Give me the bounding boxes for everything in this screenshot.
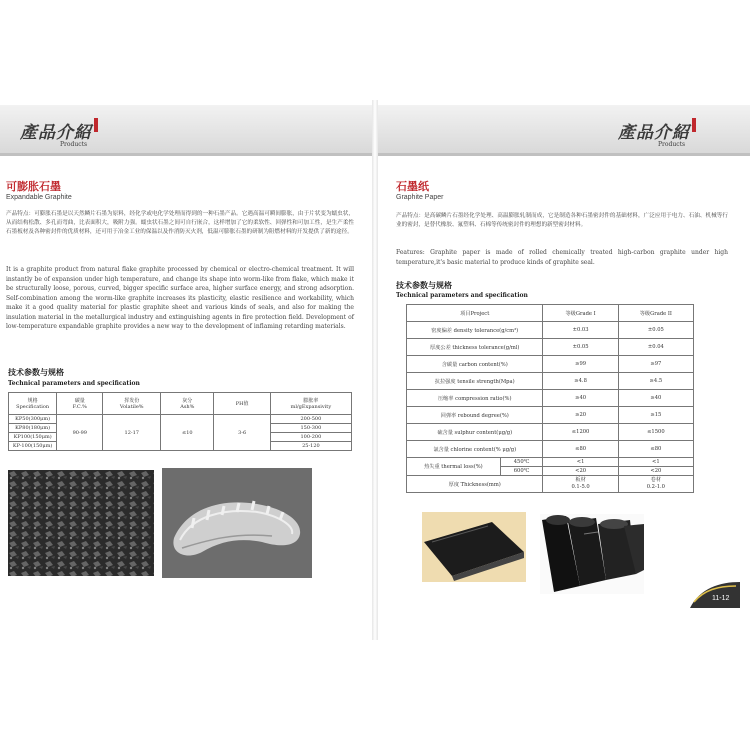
grade1-cell xyxy=(543,476,618,493)
grade2-cell: ±0.05 xyxy=(618,322,693,339)
table-row xyxy=(407,356,694,373)
expansivity-cell: 25-120 xyxy=(270,442,351,451)
right-intro-cn: 产品特点：是高碳鳞片石墨经化学处理、高温膨胀轧制而成，它是制造各种石墨密封件的基础材料，广泛应用于电力、石油、机械等行业的密封，是替代橡胶、氟塑料、石棉等传统密封件的理想的新型密封材料。 xyxy=(396,213,728,228)
row-label: 回弹率 rebound degree(%) xyxy=(407,407,543,424)
expandable-graphite-spec-table xyxy=(8,392,352,451)
header-cn: 规格 xyxy=(27,398,38,404)
header-cn: 膨胀率 xyxy=(303,398,319,404)
logo-subtitle: Products xyxy=(658,141,686,148)
graphite-flakes-texture xyxy=(8,470,154,576)
left-title-en: Expandable Graphite xyxy=(6,194,72,201)
header-en: Specification xyxy=(16,404,50,410)
worm-graphite-micrograph xyxy=(162,468,312,578)
row-label: 氯含量 chlorine content(% μg/g) xyxy=(407,441,543,458)
right-intro-en: Features: Graphite paper is made of rolled chemically treated high-carbon graphite under high temperature,it's basic material to produce kinds of graphite seal. xyxy=(396,249,728,266)
form-label: 板材 xyxy=(575,477,586,483)
grade1-cell: <1 xyxy=(543,458,618,467)
form-label: 卷材 xyxy=(650,477,662,483)
left-title-cn: 可膨胀石墨 xyxy=(6,180,61,193)
left-intro-en: It is a graphite product from natural flake graphite processed by chemical or electro-chemical treatment. It will instantly be of expansion under high temperature, and change its shape into worm-like from flake, which make it be structurally loose, porous, curved, bigger specific surface area, higher surface energy, and strong adsorption. Self-combination among the worm-like graphite increases its plasticity, elastic resilience and workability, which make it a good quality material for plastic graphite sheet and various kinds of seals, and also for making the insulation material in the metallurgical industry and extinguishing agents in fire protection field. Development of low-temperature expandable graphite provides a new way to the development of inflaming retarding materials. xyxy=(6,266,354,330)
right-title-cn: 石墨纸 xyxy=(396,180,429,193)
table-header-row xyxy=(9,393,352,415)
page-corner-decoration xyxy=(690,578,740,608)
thickness-value: 0.2-1.0 xyxy=(646,484,665,490)
header-en: Volatile% xyxy=(119,404,144,410)
grade2-cell: ≥15 xyxy=(618,407,693,424)
table-row xyxy=(407,322,694,339)
row-label: 硫含量 sulphur content(μg/g) xyxy=(407,424,543,441)
table-row xyxy=(407,458,694,467)
grade2-cell: ≥4.5 xyxy=(618,373,693,390)
table-row xyxy=(407,339,694,356)
page-fold xyxy=(372,100,378,640)
header-cn: PH值 xyxy=(235,401,249,407)
grade2-cell: <20 xyxy=(618,467,693,476)
header-cell xyxy=(214,393,270,415)
brush-mark xyxy=(692,118,696,132)
page-number: 11-12 xyxy=(712,595,730,602)
header-cell: 等级Grade I xyxy=(543,305,618,322)
expansivity-cell: 200-500 xyxy=(270,415,351,424)
products-logo-right xyxy=(618,118,696,148)
table-row xyxy=(407,476,694,493)
header-en: ml/gExpansivity xyxy=(290,404,332,410)
header-cell xyxy=(57,393,103,415)
header-en: Ash% xyxy=(180,404,195,410)
grade1-cell: ±0.05 xyxy=(543,339,618,356)
header-cell: 等级Grade II xyxy=(618,305,693,322)
temp-cell: 600℃ xyxy=(500,467,543,476)
table-row xyxy=(9,415,352,424)
grade2-cell: ≤1500 xyxy=(618,424,693,441)
right-section-title-cn: 技术参数与规格 xyxy=(396,281,452,290)
logo-text: 產品介紹 xyxy=(618,123,690,143)
table-row xyxy=(407,390,694,407)
graphite-rolls-photo xyxy=(540,514,644,594)
table-row xyxy=(407,407,694,424)
table-header-row xyxy=(407,305,694,322)
graphite-paper-spec-table xyxy=(406,304,694,493)
table-row xyxy=(407,373,694,390)
table-row xyxy=(407,424,694,441)
spec-cell: KP50(300μm) xyxy=(9,415,57,424)
grade1-cell: ≥4.8 xyxy=(543,373,618,390)
header-cn: 碳量 xyxy=(74,398,85,404)
grade2-cell xyxy=(618,476,693,493)
grade1-cell: ≥40 xyxy=(543,390,618,407)
header-cell xyxy=(9,393,57,415)
grade1-cell: ±0.03 xyxy=(543,322,618,339)
grade2-cell: ±0.04 xyxy=(618,339,693,356)
right-section-title-en: Technical parameters and specification xyxy=(396,292,528,299)
row-label: 热失重 thermal loss(%) xyxy=(407,458,501,476)
graphite-flakes-photo xyxy=(8,470,154,576)
header-cell xyxy=(270,393,351,415)
grade1-cell: <20 xyxy=(543,467,618,476)
header-cell xyxy=(161,393,214,415)
row-label: 含碳量 carbon content(%) xyxy=(407,356,543,373)
grade2-cell: ≥97 xyxy=(618,356,693,373)
brush-mark xyxy=(94,118,98,132)
grade1-cell: ≥99 xyxy=(543,356,618,373)
logo-text: 產品介紹 xyxy=(20,123,92,143)
ash-cell: ≤10 xyxy=(161,415,214,451)
graphite-sheet-photo xyxy=(422,512,526,582)
header-cn: 挥发份 xyxy=(124,398,140,404)
logo-subtitle: Products xyxy=(60,141,88,148)
ph-cell: 3-6 xyxy=(214,415,270,451)
expansivity-cell: 150-300 xyxy=(270,424,351,433)
spec-cell: KP-100(150μm) xyxy=(9,442,57,451)
left-section-title-cn: 技术参数与规格 xyxy=(8,368,64,377)
expansivity-cell: 100-200 xyxy=(270,433,351,442)
fc-cell: 90-99 xyxy=(57,415,103,451)
graphite-sheet-image xyxy=(422,512,526,582)
row-label: 厚度公差 thickness tolerance(g/ml) xyxy=(407,339,543,356)
temp-cell: 450℃ xyxy=(500,458,543,467)
header-en: F.C.% xyxy=(72,404,87,410)
graphite-rolls-image xyxy=(540,514,644,594)
right-title-en: Graphite Paper xyxy=(396,194,444,201)
header-cell xyxy=(103,393,161,415)
left-intro-cn: 产品特点：可膨胀石墨是以天然鳞片石墨为原料，经化学或电化学处理而得到的一种石墨产品。它遇高温可瞬间膨胀，由于片状变为蠕虫状，从而结构松散、多孔而弯曲，比表面积大，吸附力强。蠕虫状石墨之间可自行嵌合，这样增加了它的柔软性、回弹性和可加工性，是生产柔性石墨板材及各种密封件的优质材料，还可用于冶金工业的保温以及作消防灭火剂，低温可膨胀石墨的研制为阻燃材料的开发提供了新的途径。 xyxy=(6,211,354,235)
table-row xyxy=(407,441,694,458)
grade2-cell: ≤80 xyxy=(618,441,693,458)
row-label: 压缩率 compression ratio(%) xyxy=(407,390,543,407)
left-section-title-en: Technical parameters and specification xyxy=(8,380,140,387)
spec-cell: KP100(150μm) xyxy=(9,433,57,442)
grade2-cell: <1 xyxy=(618,458,693,467)
grade1-cell: ≤1200 xyxy=(543,424,618,441)
row-label: 密度偏差 density tolerance(g/cm³) xyxy=(407,322,543,339)
products-logo-left xyxy=(20,118,98,148)
row-label: 抗拉强度 tensile strength(Mpa) xyxy=(407,373,543,390)
header-cn: 灰分 xyxy=(182,398,193,404)
corner-swoosh xyxy=(690,578,740,608)
grade1-cell: ≤80 xyxy=(543,441,618,458)
micrograph-image xyxy=(162,468,312,578)
grade2-cell: ≥40 xyxy=(618,390,693,407)
volatile-cell: 12-17 xyxy=(103,415,161,451)
row-label: 厚度 Thickness(mm) xyxy=(407,476,543,493)
thickness-value: 0.1-5.0 xyxy=(571,484,590,490)
spec-cell: KP80(180μm) xyxy=(9,424,57,433)
header-cell: 项目Project xyxy=(407,305,543,322)
grade1-cell: ≥20 xyxy=(543,407,618,424)
